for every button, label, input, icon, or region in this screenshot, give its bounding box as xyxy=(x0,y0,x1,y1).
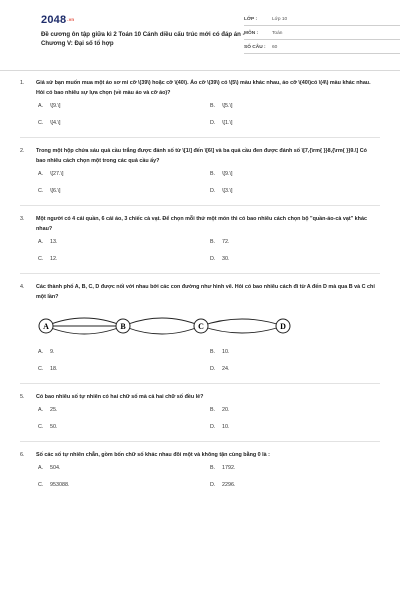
road-a-b xyxy=(46,326,123,334)
answer-letter: A. xyxy=(38,407,44,413)
answer-options xyxy=(38,348,380,373)
question-divider xyxy=(20,137,380,138)
answer-option[interactable] xyxy=(210,238,382,246)
answer-option[interactable] xyxy=(38,187,210,195)
question-divider xyxy=(20,205,380,206)
question-4 xyxy=(20,282,380,373)
answer-text: 18. xyxy=(50,366,58,372)
meta-subject-row xyxy=(244,28,400,40)
site-logo[interactable] xyxy=(41,14,74,26)
question-number: 1. xyxy=(20,80,25,86)
answer-option[interactable] xyxy=(210,119,382,127)
answer-text: 30. xyxy=(222,256,230,262)
roads xyxy=(46,318,283,334)
answer-option[interactable] xyxy=(210,406,382,414)
answer-text: 10. xyxy=(222,424,230,430)
answer-letter: B. xyxy=(210,171,216,177)
question-text: Một người có 4 cái quần, 6 cái áo, 3 chiếc cà vạt. Để chọn mỗi thứ một món thì có bao nhiêu cách chọn bộ "quần-áo-cà vạt" khác nhau? xyxy=(36,216,367,232)
answer-option[interactable] xyxy=(38,170,210,178)
answer-letter: B. xyxy=(210,407,216,413)
answer-letter: A. xyxy=(38,465,44,471)
answer-letter: C. xyxy=(38,120,44,126)
answer-text: 504. xyxy=(50,465,61,471)
answer-letter: D. xyxy=(210,188,216,194)
answer-text: \[3.\] xyxy=(222,188,233,194)
answer-text: 12. xyxy=(50,256,58,262)
road-b-c xyxy=(123,318,201,326)
question-number: 2. xyxy=(20,148,25,154)
node-label: D xyxy=(280,322,286,331)
answer-text: \[6.\] xyxy=(50,188,61,194)
answer-letter: D. xyxy=(210,256,216,262)
answer-letter: D. xyxy=(210,120,216,126)
answer-text: 9. xyxy=(50,349,55,355)
question-number: 5. xyxy=(20,394,25,400)
answer-option[interactable] xyxy=(210,365,382,373)
question-text: Số các số tự nhiên chẵn, gồm bốn chữ số khác nhau đôi một và không tận cùng bằng 0 là : xyxy=(36,452,270,458)
answer-text: 24. xyxy=(222,366,230,372)
answer-letter: A. xyxy=(38,171,44,177)
node-label: B xyxy=(120,322,126,331)
answer-text: \[9.\] xyxy=(50,103,61,109)
answer-option[interactable] xyxy=(210,348,382,356)
answer-letter: B. xyxy=(210,349,216,355)
answer-text: 50. xyxy=(50,424,58,430)
question-number: 6. xyxy=(20,452,25,458)
answer-letter: C. xyxy=(38,482,44,488)
meta-key: LỚP : xyxy=(244,17,258,22)
logo-suffix: .vn xyxy=(67,17,75,22)
answer-text: 20. xyxy=(222,407,230,413)
question-5 xyxy=(20,392,380,431)
road-a-b xyxy=(46,318,123,326)
answer-text: 13. xyxy=(50,239,58,245)
answer-text: 10. xyxy=(222,349,230,355)
meta-value: Lớp 10 xyxy=(272,17,288,22)
answer-letter: B. xyxy=(210,103,216,109)
question-divider xyxy=(20,273,380,274)
logo-text: 2048 xyxy=(41,14,67,26)
answer-letter: C. xyxy=(38,366,44,372)
answer-options xyxy=(38,170,380,195)
answer-letter: C. xyxy=(38,188,44,194)
question-text: Trong một hộp chứa sáu quả cầu trắng được đánh số từ \[1\] đến \[6\] và ba quả cầu đen được đánh số \[7,{\rm{ }}8,{\rm{ }}9.\] Có bao nhiêu cách chọn một trong các quả cầu ấy? xyxy=(36,148,367,164)
answer-letter: C. xyxy=(38,424,44,430)
road-c-d xyxy=(201,319,283,326)
answer-text: \[5.\] xyxy=(222,103,233,109)
answer-text: 72. xyxy=(222,239,230,245)
answer-text: 953088. xyxy=(50,482,70,488)
answer-option[interactable] xyxy=(210,170,382,178)
meta-class-row xyxy=(244,14,400,26)
question-number: 4. xyxy=(20,284,25,290)
node-label: C xyxy=(198,322,204,331)
answer-letter: D. xyxy=(210,482,216,488)
document-meta xyxy=(244,14,400,56)
header-divider xyxy=(0,70,400,71)
question-1 xyxy=(20,78,380,127)
answer-option[interactable] xyxy=(38,238,210,246)
answer-options xyxy=(38,238,380,263)
city-node-a xyxy=(39,319,53,333)
city-node-d xyxy=(276,319,290,333)
answer-option[interactable] xyxy=(38,255,210,263)
answer-letter: D. xyxy=(210,424,216,430)
answer-options xyxy=(38,406,380,431)
answer-letter: A. xyxy=(38,239,44,245)
answer-letter: A. xyxy=(38,349,44,355)
question-text: Có bao nhiêu số tự nhiên có hai chữ số mà cả hai chữ số đều lẻ? xyxy=(36,394,204,400)
answer-text: 25. xyxy=(50,407,58,413)
answer-letter: C. xyxy=(38,256,44,262)
answer-option[interactable] xyxy=(38,102,210,110)
question-6 xyxy=(20,450,380,489)
answer-text: \[4.\] xyxy=(50,120,61,126)
answer-option[interactable] xyxy=(38,365,210,373)
answer-letter: D. xyxy=(210,366,216,372)
answer-option[interactable] xyxy=(38,119,210,127)
answer-option[interactable] xyxy=(38,464,210,472)
road-diagram-svg xyxy=(20,308,380,344)
meta-key: MÔN : xyxy=(244,31,259,36)
question-divider xyxy=(20,441,380,442)
node-label: A xyxy=(43,322,49,331)
road-c-d xyxy=(201,326,283,333)
question-number: 3. xyxy=(20,216,25,222)
answer-text: \[27.\] xyxy=(50,171,64,177)
question-text: Giả sử bạn muốn mua một áo sơ mi cỡ \(39\) hoặc cỡ \(40\). Áo cỡ \(39\) có \(5\) màu khác nhau, áo cỡ \(40\)có \(4\) màu khác nhau. Hỏi có bao nhiêu sự lựa chọn (về màu áo và cỡ áo)? xyxy=(36,80,371,96)
answer-letter: B. xyxy=(210,239,216,245)
answer-letter: A. xyxy=(38,103,44,109)
answer-option[interactable] xyxy=(38,348,210,356)
answer-text: 1792. xyxy=(222,465,236,471)
meta-count-row xyxy=(244,42,400,54)
road-b-c xyxy=(123,326,201,334)
meta-key: SỐ CÂU : xyxy=(244,45,266,50)
question-list xyxy=(20,78,380,499)
question-3 xyxy=(20,214,380,263)
answer-options xyxy=(38,102,380,127)
answer-text: 2296. xyxy=(222,482,236,488)
answer-text: \[1.\] xyxy=(222,120,233,126)
answer-option[interactable] xyxy=(210,481,382,489)
city-node-b xyxy=(116,319,130,333)
answer-text: \[9.\] xyxy=(222,171,233,177)
answer-option[interactable] xyxy=(38,406,210,414)
question-divider xyxy=(20,383,380,384)
road-diagram xyxy=(20,308,380,344)
answer-option[interactable] xyxy=(38,423,210,431)
answer-option[interactable] xyxy=(210,464,382,472)
document-title: Đề cương ôn tập giữa kì 2 Toán 10 Cánh diều cấu trúc mới có đáp án - Chương V: Đại số tổ hợp xyxy=(41,31,245,47)
question-2 xyxy=(20,146,380,195)
meta-value: 60 xyxy=(272,45,278,50)
answer-option[interactable] xyxy=(38,481,210,489)
meta-value: Toán xyxy=(272,31,283,36)
answer-option[interactable] xyxy=(210,102,382,110)
answer-options xyxy=(38,464,380,489)
answer-letter: B. xyxy=(210,465,216,471)
answer-option[interactable] xyxy=(210,187,382,195)
answer-option[interactable] xyxy=(210,423,382,431)
city-node-c xyxy=(194,319,208,333)
header xyxy=(20,0,380,60)
question-text: Các thành phố A, B, C, D được nối với nhau bởi các con đường như hình vẽ. Hỏi có bao nhiêu cách đi từ A đến D mà qua B và C chỉ một lần? xyxy=(36,284,375,300)
answer-option[interactable] xyxy=(210,255,382,263)
